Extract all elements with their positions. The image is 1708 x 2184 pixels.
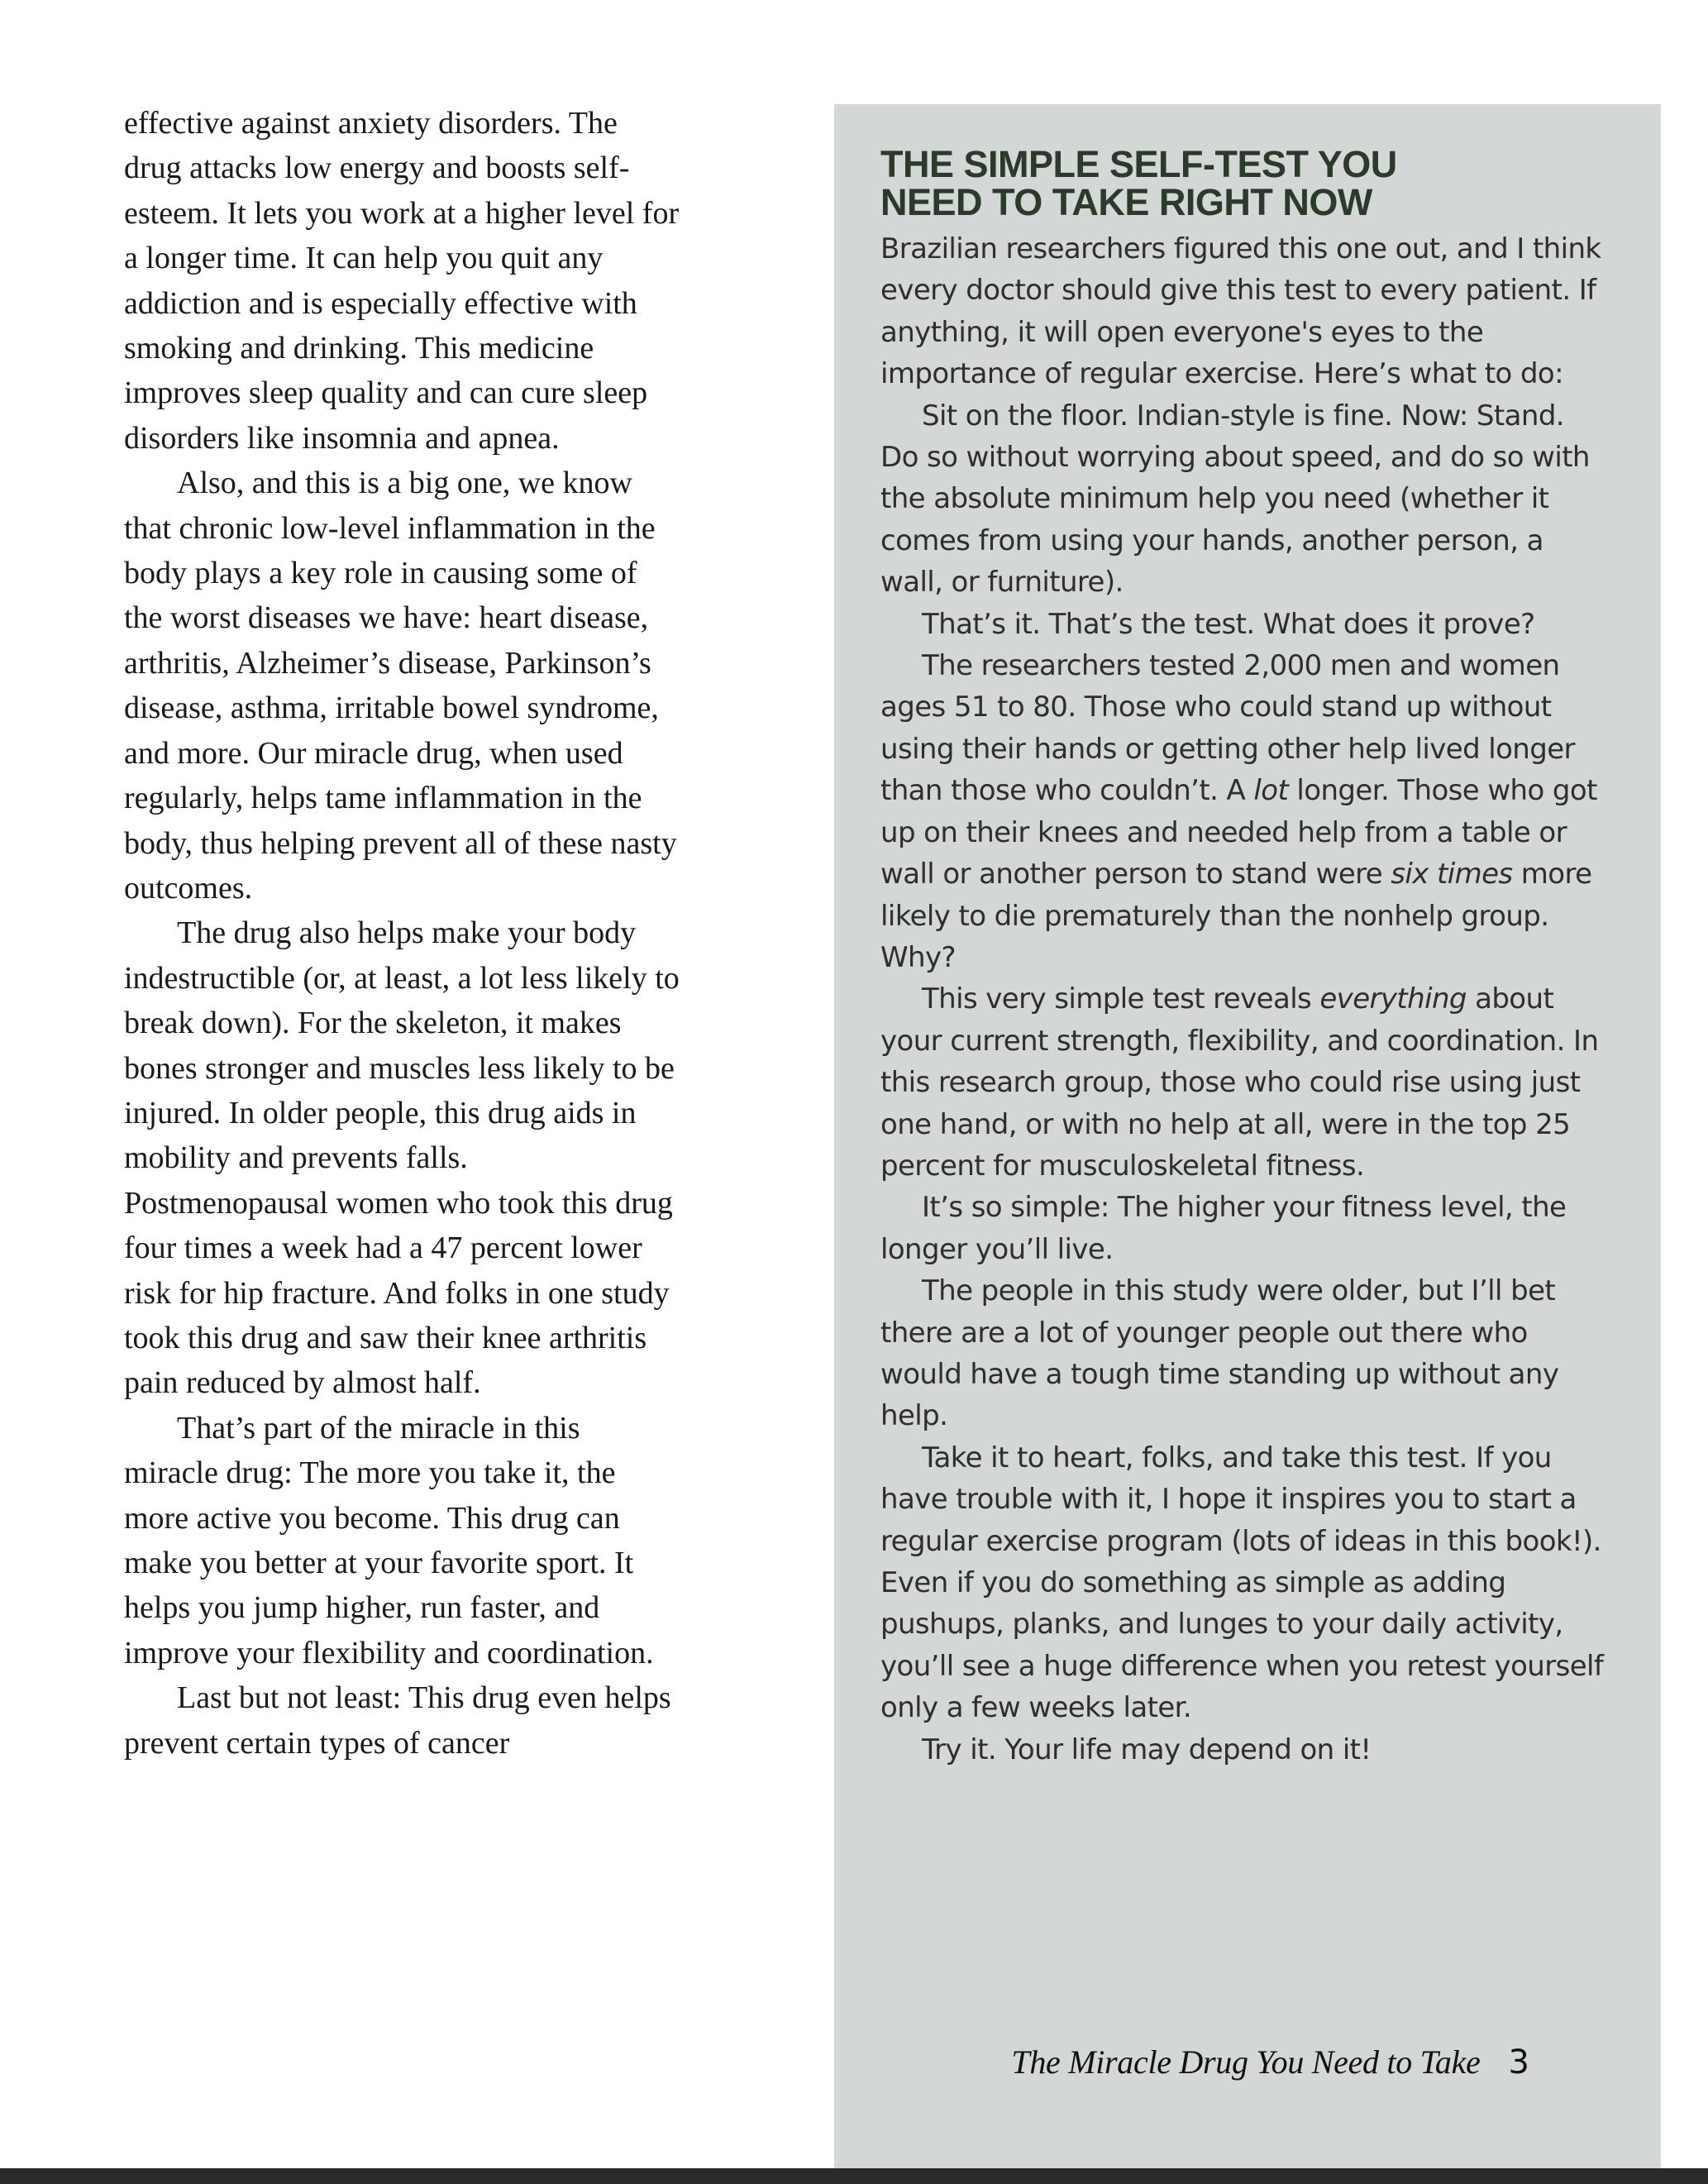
sidebar-paragraph	[880, 978, 1608, 1187]
sidebar-title	[880, 143, 1608, 223]
main-text-column	[124, 101, 680, 1766]
page-number: 3	[1508, 2043, 1529, 2081]
sidebar-paragraph: Take it to heart, folks, and take this test. If you have trouble with it, I hope it inspires you to start a regular exercise program (lots of ideas in this book!). Even if you do something as simple as adding pushups, planks, and lunges to your daily activity, you’ll see a huge difference when you retest yourself only a few weeks later.	[880, 1441, 1604, 1725]
scan-edge	[0, 2168, 1708, 2184]
sidebar-paragraph: Try it. Your life may depend on it!	[922, 1732, 1372, 1766]
text-run: longer. Those who got up on their knees and needed help from a table or wall or another person to stand were	[880, 774, 1597, 891]
paragraph: That’s part of the miracle in this miracle drug: The more you take it, the more active you become. This drug can make you better at your favorite sport. It helps you jump higher, run faster, and improve your flexibility and coordination.	[124, 1410, 654, 1670]
sidebar-paragraph: The people in this study were older, but I’ll bet there are a lot of younger people out there who would have a tough time standing up without any help.	[880, 1274, 1559, 1433]
sidebar-title-line: NEED TO TAKE RIGHT NOW	[880, 181, 1372, 223]
paragraph: The drug also helps make your body indestructible (or, at least, a lot less likely to break down). For the skeleton, it makes bones stronger and muscles less likely to be injured. In older people, this drug aids in mobility and prevents falls. Postmenopausal women who took this drug four times a week had a 47 percent lower risk for hip fracture. And folks in one study took this drug and saw their knee arthritis pain reduced by almost half.	[124, 915, 680, 1401]
text-run: about your current strength, flexibility, and coordination. In this research group, those who could rise using just one hand, or with no help at all, were in the top 25 percent for musculoskeletal fitness.	[880, 982, 1599, 1183]
sidebar-content	[880, 143, 1608, 1771]
paragraph: effective against anxiety disorders. The drug attacks low energy and boosts self-esteem. It lets you work at a higher level for a longer time. It can help you quit any addiction and is especially effective with smoking and drinking. This medicine improves sleep quality and can cure sleep disorders like insomnia and apnea.	[124, 106, 680, 456]
paragraph: Also, and this is a big one, we know that chronic low-level inflammation in the body plays a key role in causing some of the worst diseases we have: heart disease, arthritis, Alzheimer’s disease, Parkinson’s disease, asthma, irritable bowel syndrome, and more. Our miracle drug, when used regularly, helps tame inflammation in the body, thus helping prevent all of these nasty outcomes.	[124, 466, 677, 906]
text-run: This very simple test reveals	[922, 982, 1320, 1016]
sidebar-paragraph: That’s it. That’s the test. What does it prove?	[922, 607, 1535, 641]
emphasis: everything	[1319, 982, 1467, 1016]
text-run: The researchers tested 2,000 men and women ages 51 to 80. Those who could stand up without using their hands or getting other help lived longer than those who couldn’t. A	[880, 649, 1575, 808]
self-test-sidebar	[834, 104, 1661, 2184]
text-run: more likely to die prematurely than the nonhelp group. Why?	[880, 858, 1592, 974]
running-title: The Miracle Drug You Need to Take	[1011, 2043, 1481, 2081]
sidebar-paragraph	[880, 645, 1608, 978]
sidebar-title-line: THE SIMPLE SELF-TEST YOU	[880, 143, 1397, 185]
emphasis: lot	[1253, 774, 1289, 808]
emphasis: six times	[1391, 858, 1513, 891]
sidebar-body	[880, 228, 1608, 1771]
paragraph: Last but not least: This drug even helps prevent certain types of cancer	[124, 1680, 671, 1761]
sidebar-paragraph: Brazilian researchers figured this one out, and I think every doctor should give this test to every patient. If anything, it will open everyone's eyes to the importance of regular exercise. Here’s what to do:	[880, 232, 1601, 391]
page-footer	[951, 2043, 1529, 2081]
sidebar-paragraph: It’s so simple: The higher your fitness level, the longer you’ll live.	[880, 1191, 1567, 1266]
sidebar-paragraph: Sit on the floor. Indian-style is fine. Now: Stand. Do so without worrying about speed, and do so with the absolute minimum help you need (whether it comes from using your hands, another person, a wall, or furniture).	[880, 399, 1590, 600]
